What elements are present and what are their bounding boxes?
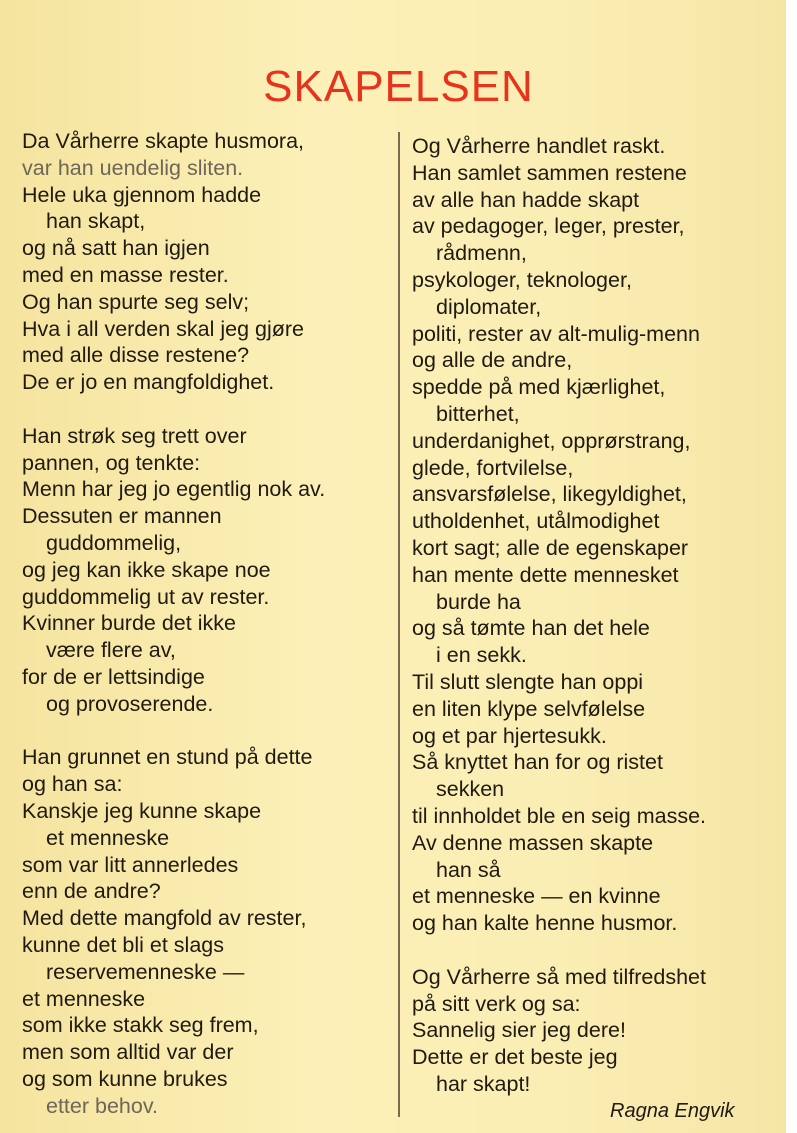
poem-line: han så (436, 857, 501, 882)
poem-line: Med dette mangfold av rester, (22, 906, 307, 931)
poem-line: reservemenneske — (46, 959, 245, 984)
poem-line: og nå satt han igjen (22, 236, 210, 261)
poem-line: De er jo en mangfoldighet. (22, 370, 275, 395)
poem-line: diplomater, (436, 294, 542, 319)
poem-line: kort sagt; alle de egenskaper (412, 535, 689, 560)
poem-line: til innholdet ble en seig masse. (412, 803, 707, 828)
poem-line: og han sa: (22, 772, 123, 797)
poem-line: et menneske (46, 825, 170, 850)
poem-line: som ikke stakk seg frem, (22, 1013, 259, 1038)
poem-line: og han kalte henne husmor. (412, 911, 678, 936)
poem-line: Da Vårherre skapte husmora, (22, 129, 305, 153)
poem-line: var han uendelig sliten. (22, 155, 244, 180)
poem-line: et menneske — en kvinne (412, 884, 661, 909)
poem-line: Og Vårherre handlet raskt. (412, 134, 666, 158)
poem-line: guddommelig ut av rester. (22, 584, 270, 609)
poem-line: har skapt! (436, 1071, 531, 1096)
poem-line: Dessuten er mannen (22, 504, 222, 529)
poem-right-column (412, 133, 792, 1098)
poem-line: av pedagoger, leger, prester, (412, 214, 685, 239)
poem-line: med alle disse restene? (22, 343, 250, 368)
poem-line: guddommelig, (46, 530, 182, 555)
poem-line: Han grunnet en stund på dette (22, 745, 313, 770)
poem-line: underdanighet, opprørstrang, (412, 428, 691, 453)
poem-line: psykologer, teknologer, (412, 267, 632, 292)
poem-line: han skapt, (46, 209, 146, 234)
poem-line: Dette er det beste jeg (412, 1045, 618, 1070)
poem-line: Hva i all verden skal jeg gjøre (22, 316, 305, 341)
poem-line: på sitt verk og sa: (412, 991, 581, 1016)
column-divider (398, 132, 400, 1117)
poem-line: Og han spurte seg selv; (22, 289, 250, 314)
poem-title: SKAPELSEN (263, 62, 534, 111)
poem-line: sekken (436, 777, 505, 802)
poem-line: som var litt annerledes (22, 852, 239, 877)
poem-line: ansvarsfølelse, likegyldighet, (412, 482, 687, 507)
poem-line: og så tømte han det hele (412, 616, 650, 641)
poem-line: Han strøk seg trett over (22, 423, 247, 448)
poem-line: og et par hjertesukk. (412, 723, 607, 748)
poem-line: rådmenn, (436, 241, 527, 266)
poem-line: Til slutt slengte han oppi (412, 669, 644, 694)
poem-line: Og Vårherre så med tilfredshet (412, 964, 706, 989)
poem-line: Menn har jeg jo egentlig nok av. (22, 477, 326, 502)
poem-line: politi, rester av alt-mulig-menn (412, 321, 700, 346)
poem-line: pannen, og tenkte: (22, 450, 201, 475)
poem-line: være flere av, (46, 638, 176, 663)
poem-line: Av denne massen skapte (412, 830, 654, 855)
poem-line: spedde på med kjærlighet, (412, 375, 666, 400)
poem-line: et menneske (22, 986, 146, 1011)
poem-line: han mente dette mennesket (412, 562, 679, 587)
poem-line: i en sekk. (436, 643, 527, 668)
poem-line: av alle han hadde skapt (412, 187, 640, 212)
poem-line: Kanskje jeg kunne skape (22, 798, 262, 823)
poem-line: burde ha (436, 589, 521, 614)
poem-line: en liten klype selvfølelse (412, 696, 646, 721)
poem-line: og alle de andre, (412, 348, 573, 373)
stanza-break (412, 937, 792, 964)
poem-line: bitterhet, (436, 401, 520, 426)
poem-line: for de er lettsindige (22, 664, 205, 689)
poem-line: og provoserende. (46, 691, 214, 716)
poem-line: etter behov. (46, 1093, 158, 1118)
poem-line: glede, fortvilelse, (412, 455, 574, 480)
poem-line: og som kunne brukes (22, 1066, 228, 1091)
poem-line: og jeg kan ikke skape noe (22, 557, 271, 582)
poem-left-column (22, 128, 392, 1119)
poem-line: Så knyttet han for og ristet (412, 750, 663, 775)
author-signature: Ragna Engvik (610, 1100, 735, 1122)
poem-line: med en masse rester. (22, 262, 229, 287)
stanza-break (22, 718, 392, 745)
poem-line: Hele uka gjennom hadde (22, 182, 262, 207)
poem-line: utholdenhet, utålmodighet (412, 509, 660, 534)
poem-line: Kvinner burde det ikke (22, 611, 236, 636)
poem-line: enn de andre? (22, 879, 161, 904)
poem-line: Sannelig sier jeg dere! (412, 1018, 626, 1043)
poem-line: men som alltid var der (22, 1040, 234, 1065)
poem-line: Han samlet sammen restene (412, 160, 687, 185)
stanza-break (22, 396, 392, 423)
poem-line: kunne det bli et slags (22, 932, 224, 957)
